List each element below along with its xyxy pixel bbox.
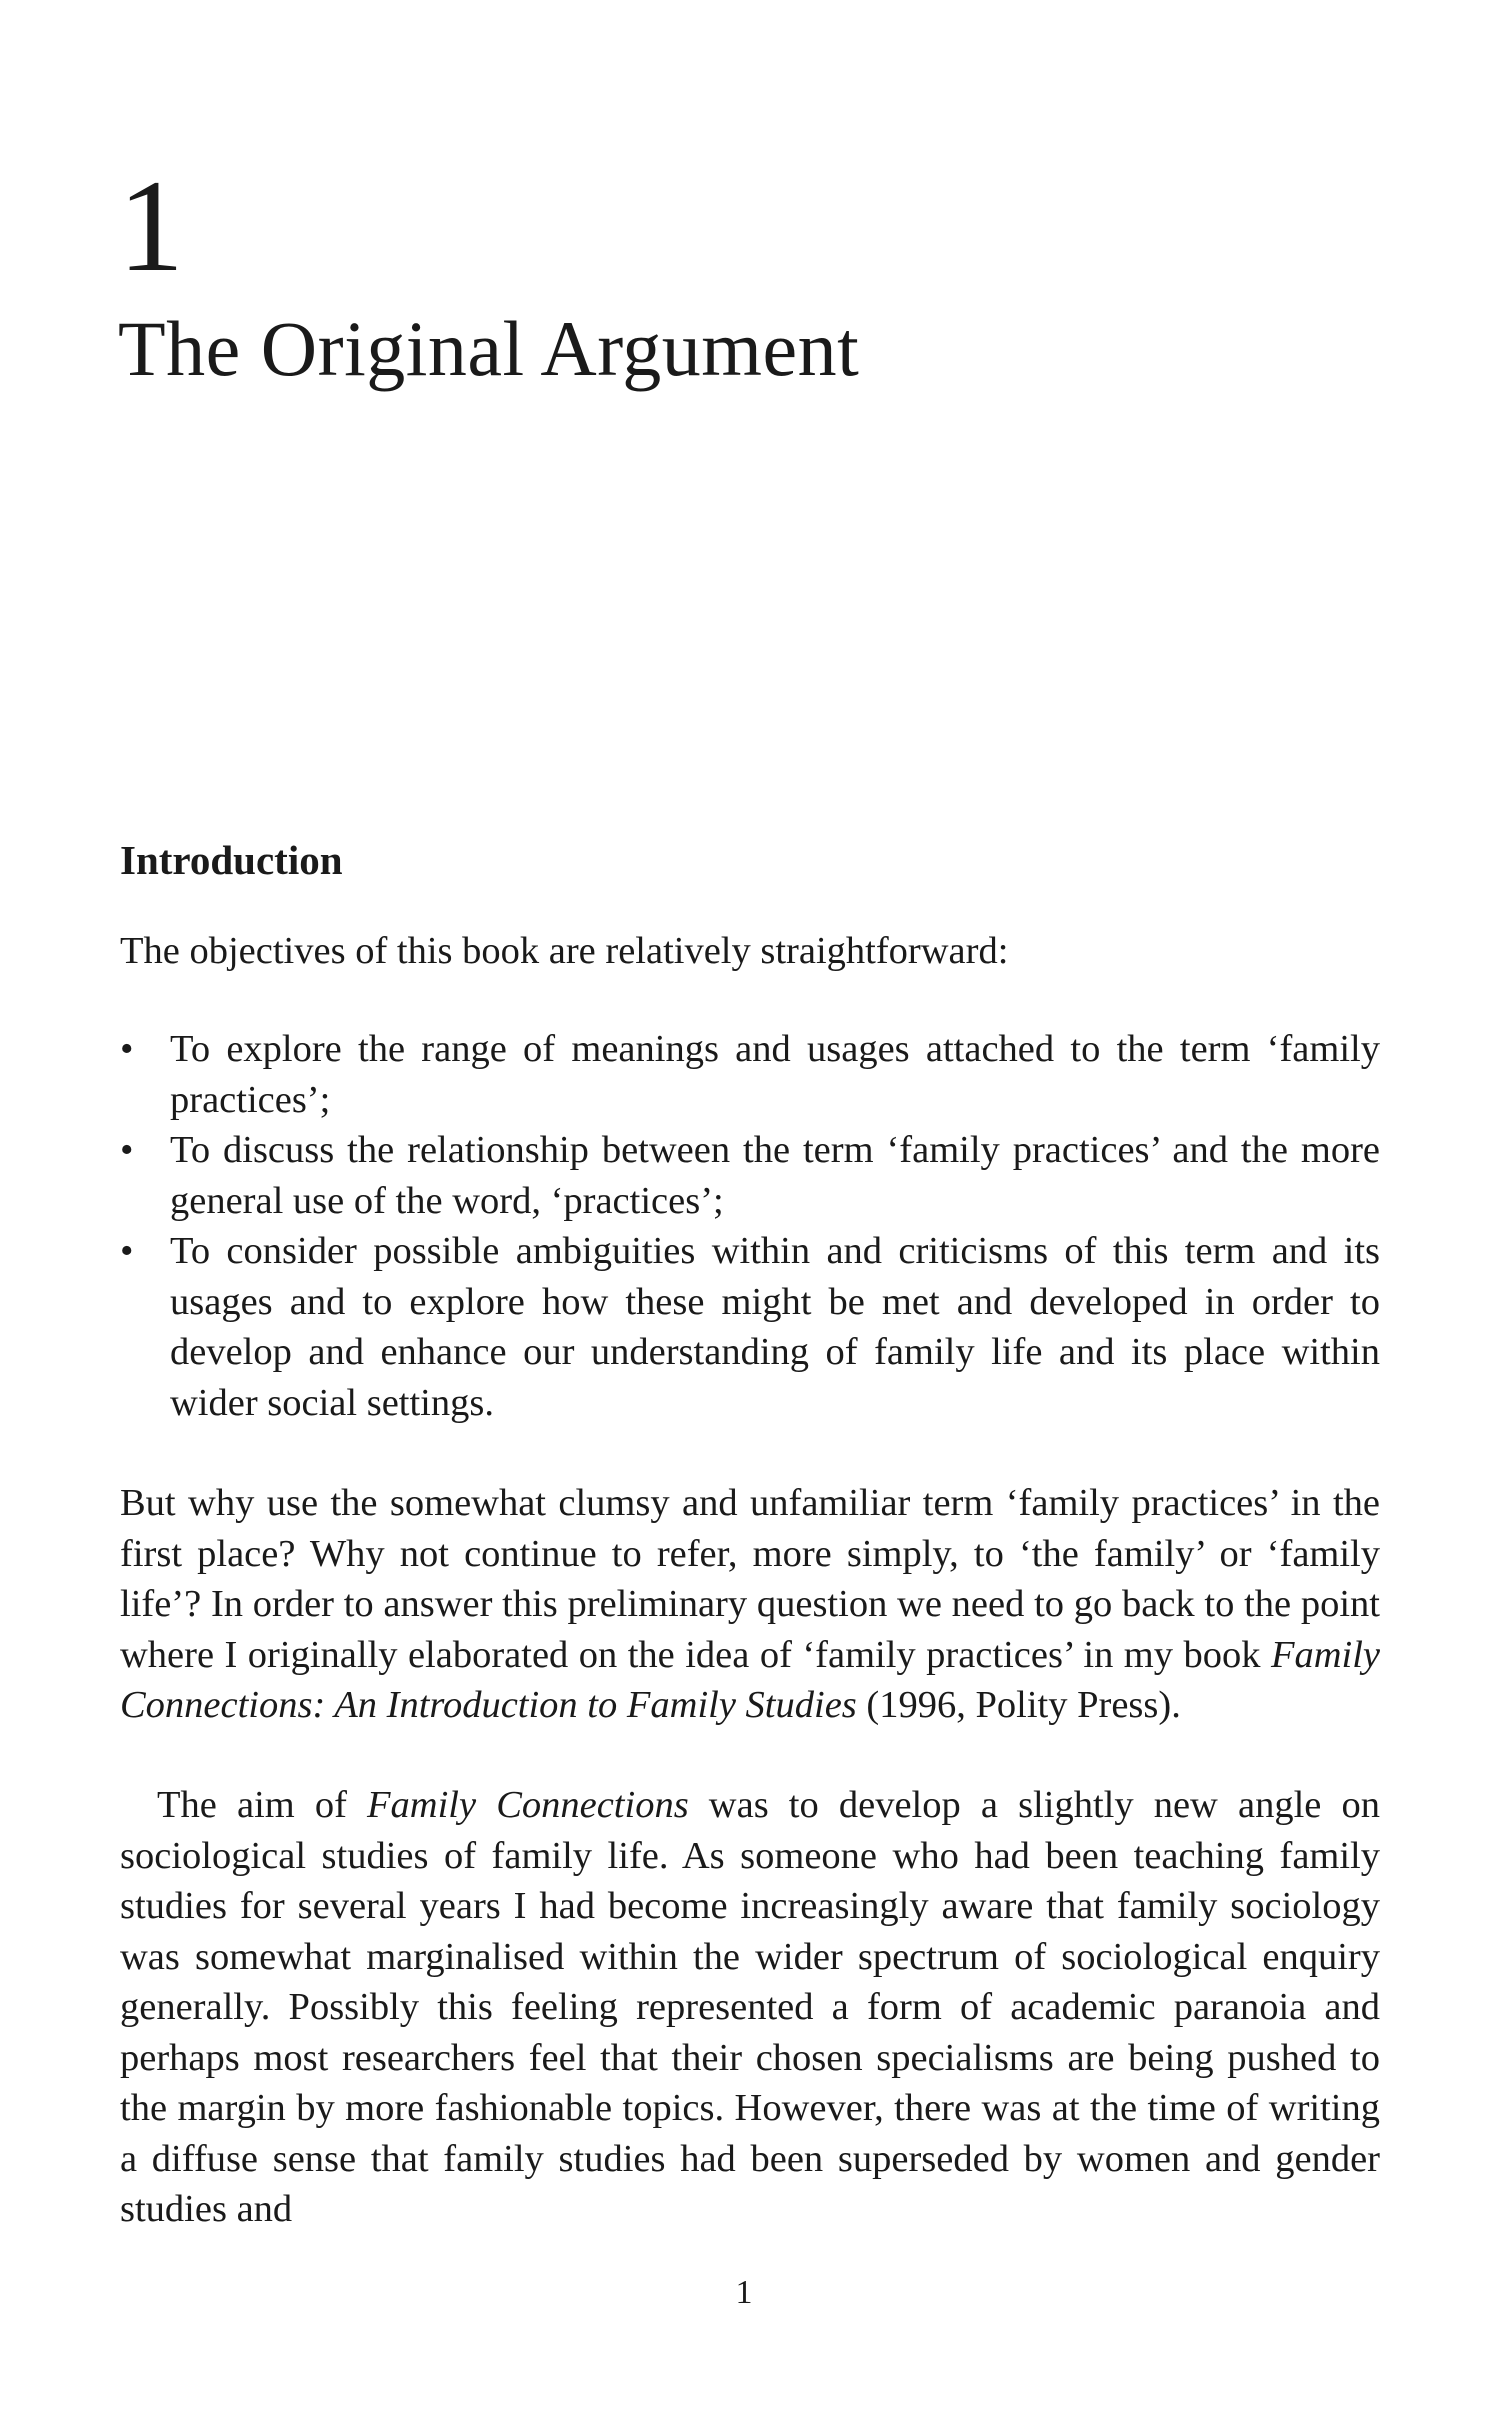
paragraph-text: The aim of (157, 1784, 368, 1826)
list-item-text: To discuss the relationship between the term ‘family practices’ and the more general use of the word, ‘practices’; (170, 1129, 1380, 1222)
section-heading: Introduction (120, 837, 343, 883)
bullet-icon: • (120, 1230, 134, 1272)
bullet-icon: • (120, 1129, 134, 1171)
chapter-title: The Original Argument (118, 305, 860, 392)
list-item (120, 1226, 1380, 1428)
intro-sentence: The objectives of this book are relatively straightforward: (120, 930, 1009, 972)
page-number: 1 (735, 2274, 753, 2311)
book-title-italic: Family Connections (367, 1784, 689, 1826)
list-item (120, 1024, 1380, 1125)
list-item-text: To explore the range of meanings and usages attached to the term ‘family practices’; (170, 1028, 1380, 1121)
body-paragraph-1 (120, 1478, 1380, 1731)
book-title-italic: Family Connections: An Introduction to Family Studies (120, 1633, 1380, 1726)
paragraph-text: was to develop a slightly new angle on sociological studies of family life. As someone who had been teaching family studies for several years I had become increasingly aware that family sociology was somewhat marginalised within the wider spectrum of sociological enquiry generally. Possibly this feeling represented a form of academic paranoia and perhaps most researchers feel that their chosen specialisms are being pushed to the margin by more fashionable topics. However, there was at the time of writing a diffuse sense that family studies had been superseded by women and gender studies and (120, 1784, 1380, 2230)
objectives-list (120, 1024, 1380, 1428)
paragraph-text: But why use the somewhat clumsy and unfamiliar term ‘family practices’ in the first place? Why not continue to refer, more simply, to ‘the family’ or ‘family life’? In order to answer this preliminary question we need to go back to the point where I originally elaborated on the idea of ‘family practices’ in my book (120, 1482, 1380, 1676)
chapter-number: 1 (118, 152, 184, 299)
list-item-text: To consider possible ambiguities within and criticisms of this term and its usages and to explore how these might be met and developed in order to develop and enhance our understanding of family life and its place within wider social settings. (170, 1230, 1380, 1424)
paragraph-text: (1996, Polity Press). (856, 1684, 1181, 1726)
bullet-icon: • (120, 1028, 134, 1070)
body-paragraph-2 (120, 1780, 1380, 2235)
list-item (120, 1125, 1380, 1226)
